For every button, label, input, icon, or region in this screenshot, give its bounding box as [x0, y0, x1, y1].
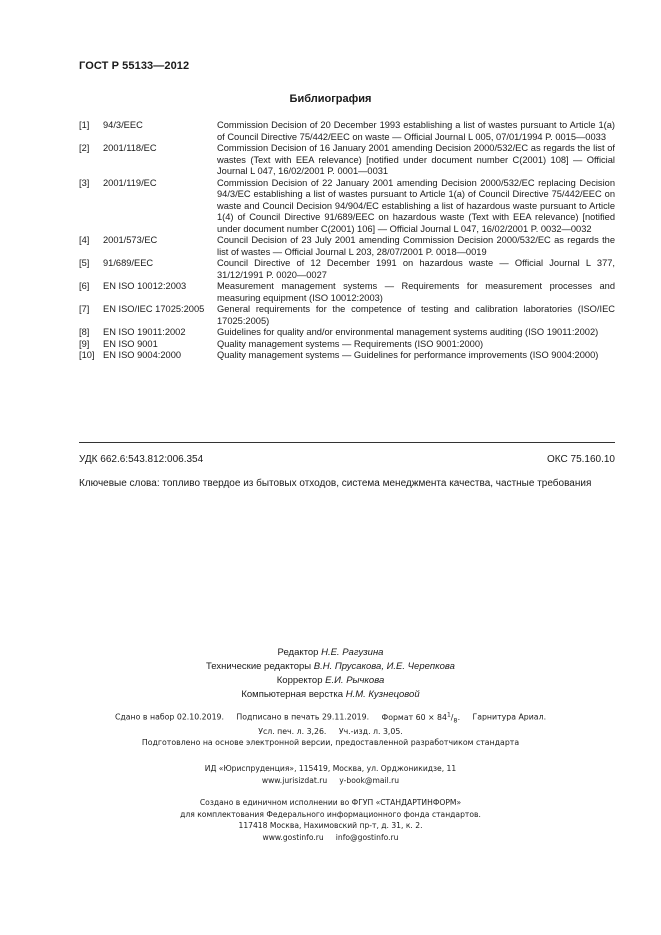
paper-format: Формат $60 \times 84^1/_8$.: [381, 711, 461, 725]
publisher-address: ИД «Юриспруденция», 115419, Москва, ул. Орджоникидзе, 11: [204, 764, 457, 773]
format-denominator: 8: [453, 716, 458, 725]
reference-code: EN ISO/IEC 17025:2005: [103, 304, 205, 314]
reference-number: [8]: [79, 327, 90, 337]
producer-site-link[interactable]: www.gostinfo.ru: [262, 832, 324, 842]
bibliography-item: [79, 281, 615, 304]
reference-text: Measurement management systems — Requirements for measurement processes and measuring equipment (ISO 10012:2003): [217, 281, 615, 303]
reference-number: [5]: [79, 258, 90, 268]
bibliography-list: [79, 120, 615, 362]
print-sheets: Усл. печ. л. 3,26.: [258, 727, 327, 737]
reference-code: EN ISO 9004:2000: [103, 350, 182, 360]
reference-number: [3]: [79, 177, 90, 188]
bibliography-item: [79, 350, 615, 362]
submitted-date: Сдано в набор 02.10.2019.: [114, 712, 224, 722]
publisher-contacts: [0, 775, 661, 787]
imprint-line-2: [0, 726, 661, 738]
reference-text: Council Decision of 23 July 2001 amending Commission Decision 2000/532/EC as regards the list of wastes — Official Journal L 203, 28/07/2001 P. 0018—0019: [217, 235, 615, 257]
bibliography-item: [79, 235, 615, 258]
signed-date: Подписано в печать 29.11.2019.: [236, 712, 370, 722]
reference-code: 94/3/EEC: [103, 120, 143, 130]
reference-text: Quality management systems — Requirements (ISO 9001:2000): [217, 338, 484, 349]
producer-block: [0, 797, 661, 843]
reference-text: Commission Decision of 16 January 2001 amending Decision 2000/532/EC as regards the list of wastes (Text with EEA relevance) [notified under document number C(2001) 108] — Official Journal L 047, 16/02/2001 P. 0001—0031: [217, 143, 615, 176]
format-prefix: Формат 60 × 84: [381, 712, 447, 722]
layout-name: Н.М. Кузнецовой: [345, 689, 420, 700]
reference-code: 2001/573/EC: [103, 235, 158, 245]
reference-text: Quality management systems — Guidelines for performance improvements (ISO 9004:2000): [217, 350, 599, 360]
reference-number: [6]: [79, 281, 90, 291]
reference-number: [1]: [79, 120, 90, 130]
producer-address: 117418 Москва, Нахимовский пр-т, д. 31, к. 2.: [238, 821, 423, 830]
reference-code: EN ISO 10012:2003: [103, 281, 187, 291]
publisher-block: [0, 763, 661, 786]
typeface: Гарнитура Ариал.: [472, 712, 547, 722]
reference-code: EN ISO 9001: [103, 338, 158, 349]
tech-editors-line: [0, 660, 661, 674]
udk-code: УДК 662.6:543.812:006.354: [79, 454, 204, 465]
reference-number: [7]: [79, 304, 90, 314]
proofreader-label: Корректор: [276, 675, 323, 686]
reference-text: Commission Decision of 20 December 1993 establishing a list of wastes pursuant to Article 1(a) of Council Directive 75/442/EEC on waste — Official Journal L 005, 07/01/1994 P. 0015—0033: [217, 120, 615, 142]
tech-editors-names: В.Н. Прусакова, И.Е. Черепкова: [313, 661, 455, 672]
reference-code: 91/689/EEC: [103, 258, 154, 268]
keywords: Ключевые слова: топливо твердое из бытовых отходов, система менеджмента качества, частные требования: [79, 478, 592, 489]
reference-text: Council Directive of 12 December 1991 on hazardous waste — Official Journal L 377, 31/12/1991 P. 0020—0027: [217, 258, 615, 280]
proofreader-name: Е.И. Рычкова: [325, 675, 385, 686]
tech-editors-label: Технические редакторы: [206, 661, 312, 672]
reference-text: Guidelines for quality and/or environmental management systems auditing (ISO 19011:2002): [217, 327, 599, 337]
bibliography-item: [79, 120, 615, 143]
bibliography-item: [79, 143, 615, 178]
reference-code: 2001/119/EC: [103, 177, 157, 188]
reference-code: EN ISO 19011:2002: [103, 327, 186, 337]
reference-number: [10]: [79, 350, 95, 360]
editor-label: Редактор: [277, 647, 319, 658]
reference-number: [2]: [79, 143, 90, 153]
publishing-sheets: Уч.-изд. л. 3,05.: [338, 727, 403, 737]
reference-number: [4]: [79, 235, 90, 245]
producer-email-link[interactable]: info@gostinfo.ru: [335, 832, 399, 842]
editor-line: [0, 646, 661, 660]
reference-code: 2001/118/EC: [103, 143, 157, 153]
producer-contacts: [0, 832, 661, 844]
publisher-site-link[interactable]: www.jurisizdat.ru: [261, 775, 328, 785]
layout-label: Компьютерная верстка: [241, 689, 344, 700]
reference-number: [9]: [79, 338, 90, 349]
prepared-note: Подготовлено на основе электронной версии, предоставленной разработчиком стандарта: [141, 738, 520, 747]
layout-line: [0, 688, 661, 702]
publisher-email-link[interactable]: y-book@mail.ru: [339, 775, 400, 785]
bibliography-item: [79, 258, 615, 281]
oks-code: ОКС 75.160.10: [547, 454, 615, 465]
imprint-block: [0, 709, 661, 738]
bibliography-item: [79, 327, 615, 339]
reference-text: General requirements for the competence of testing and calibration laboratories (ISO/IEC 17025:2005): [217, 304, 615, 326]
bibliography-item: [79, 178, 615, 236]
proofreader-line: [0, 674, 661, 688]
imprint-line-1: [0, 709, 661, 726]
editor-name: Н.Е. Рагузина: [321, 647, 384, 658]
bibliography-title: Библиография: [289, 93, 372, 105]
bibliography-item: [79, 304, 615, 327]
format-numerator: 1: [446, 711, 451, 718]
producer-line-2: для комплектования Федерального информационного фонда стандартов.: [180, 809, 481, 819]
document-code: ГОСТ Р 55133—2012: [79, 60, 190, 72]
reference-text: Commission Decision of 22 January 2001 amending Decision 2000/532/EC replacing Decision 94/3/EC establishing a list of wastes pursuant to Article 1(a) of Council Directive 75/442/EEC on waste and Council Decision 94/904/EC establishing a list of hazardous waste pursuant to Article 1(4) of Council Directive 91/689/EEC on hazardous waste (Text with EEA relevance) [notified under document number C(2001) 106] — Official Journal L 047, 16/02/2001 P. 0032—0032: [217, 177, 615, 234]
divider: [79, 442, 615, 443]
bibliography-item: [79, 339, 615, 351]
producer-line-1: Создано в единичном исполнении во ФГУП «СТАНДАРТИНФОРМ»: [199, 798, 462, 807]
credits-block: [0, 646, 661, 702]
